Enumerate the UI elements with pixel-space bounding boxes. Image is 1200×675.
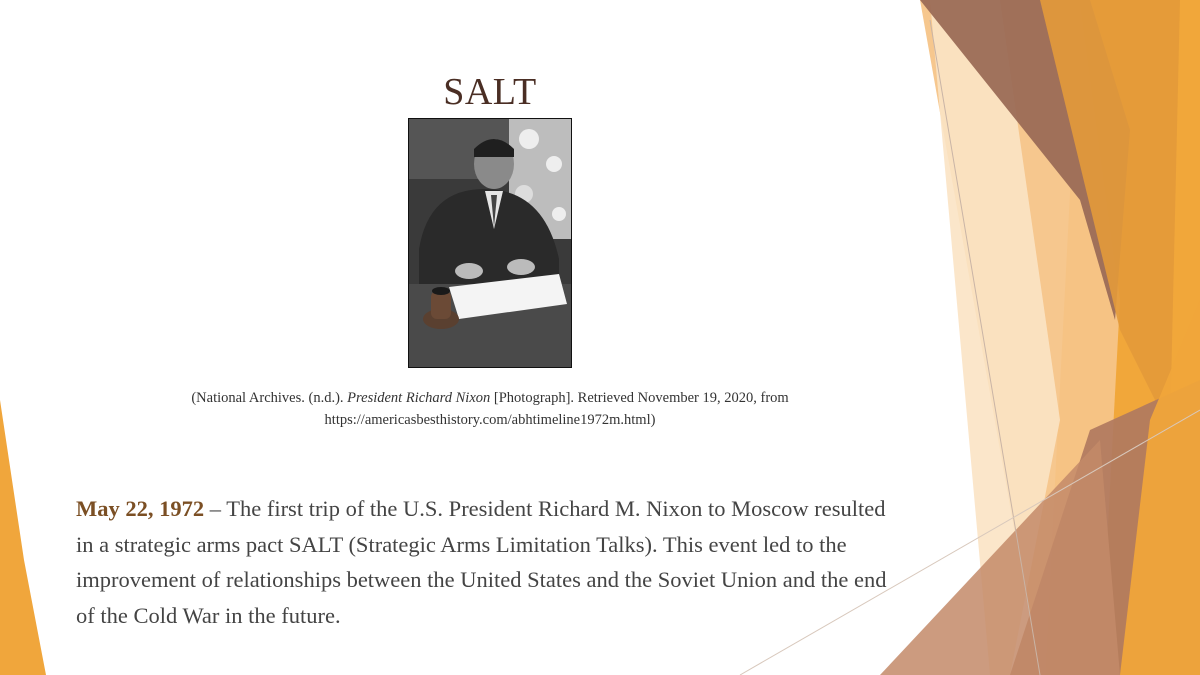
left-orange-facet [0,400,46,675]
body-paragraph [76,491,906,633]
citation-url: https://americasbesthistory.com/abhtimeline1972m.html) [324,412,656,428]
photo-illustration [409,119,571,367]
event-date: May 22, 1972 [76,496,205,521]
citation-part1: (National Archives. (n.d.). [191,390,348,406]
body-text: – The first trip of the U.S. President Richard M. Nixon to Moscow resulted in a strategic arms pact SALT (Strategic Arms Limitation Talks). This event led to the improvement of relationships between the United States and the Soviet Union and the end of the Cold War in the future. [76,496,887,628]
photo-citation [100,387,880,431]
citation-italic-title: President Richard Nixon [347,390,491,406]
slide-title: SALT [443,71,537,113]
nixon-photograph [408,118,572,368]
citation-part2: [Photograph]. Retrieved November 19, 2020, from [490,390,789,406]
